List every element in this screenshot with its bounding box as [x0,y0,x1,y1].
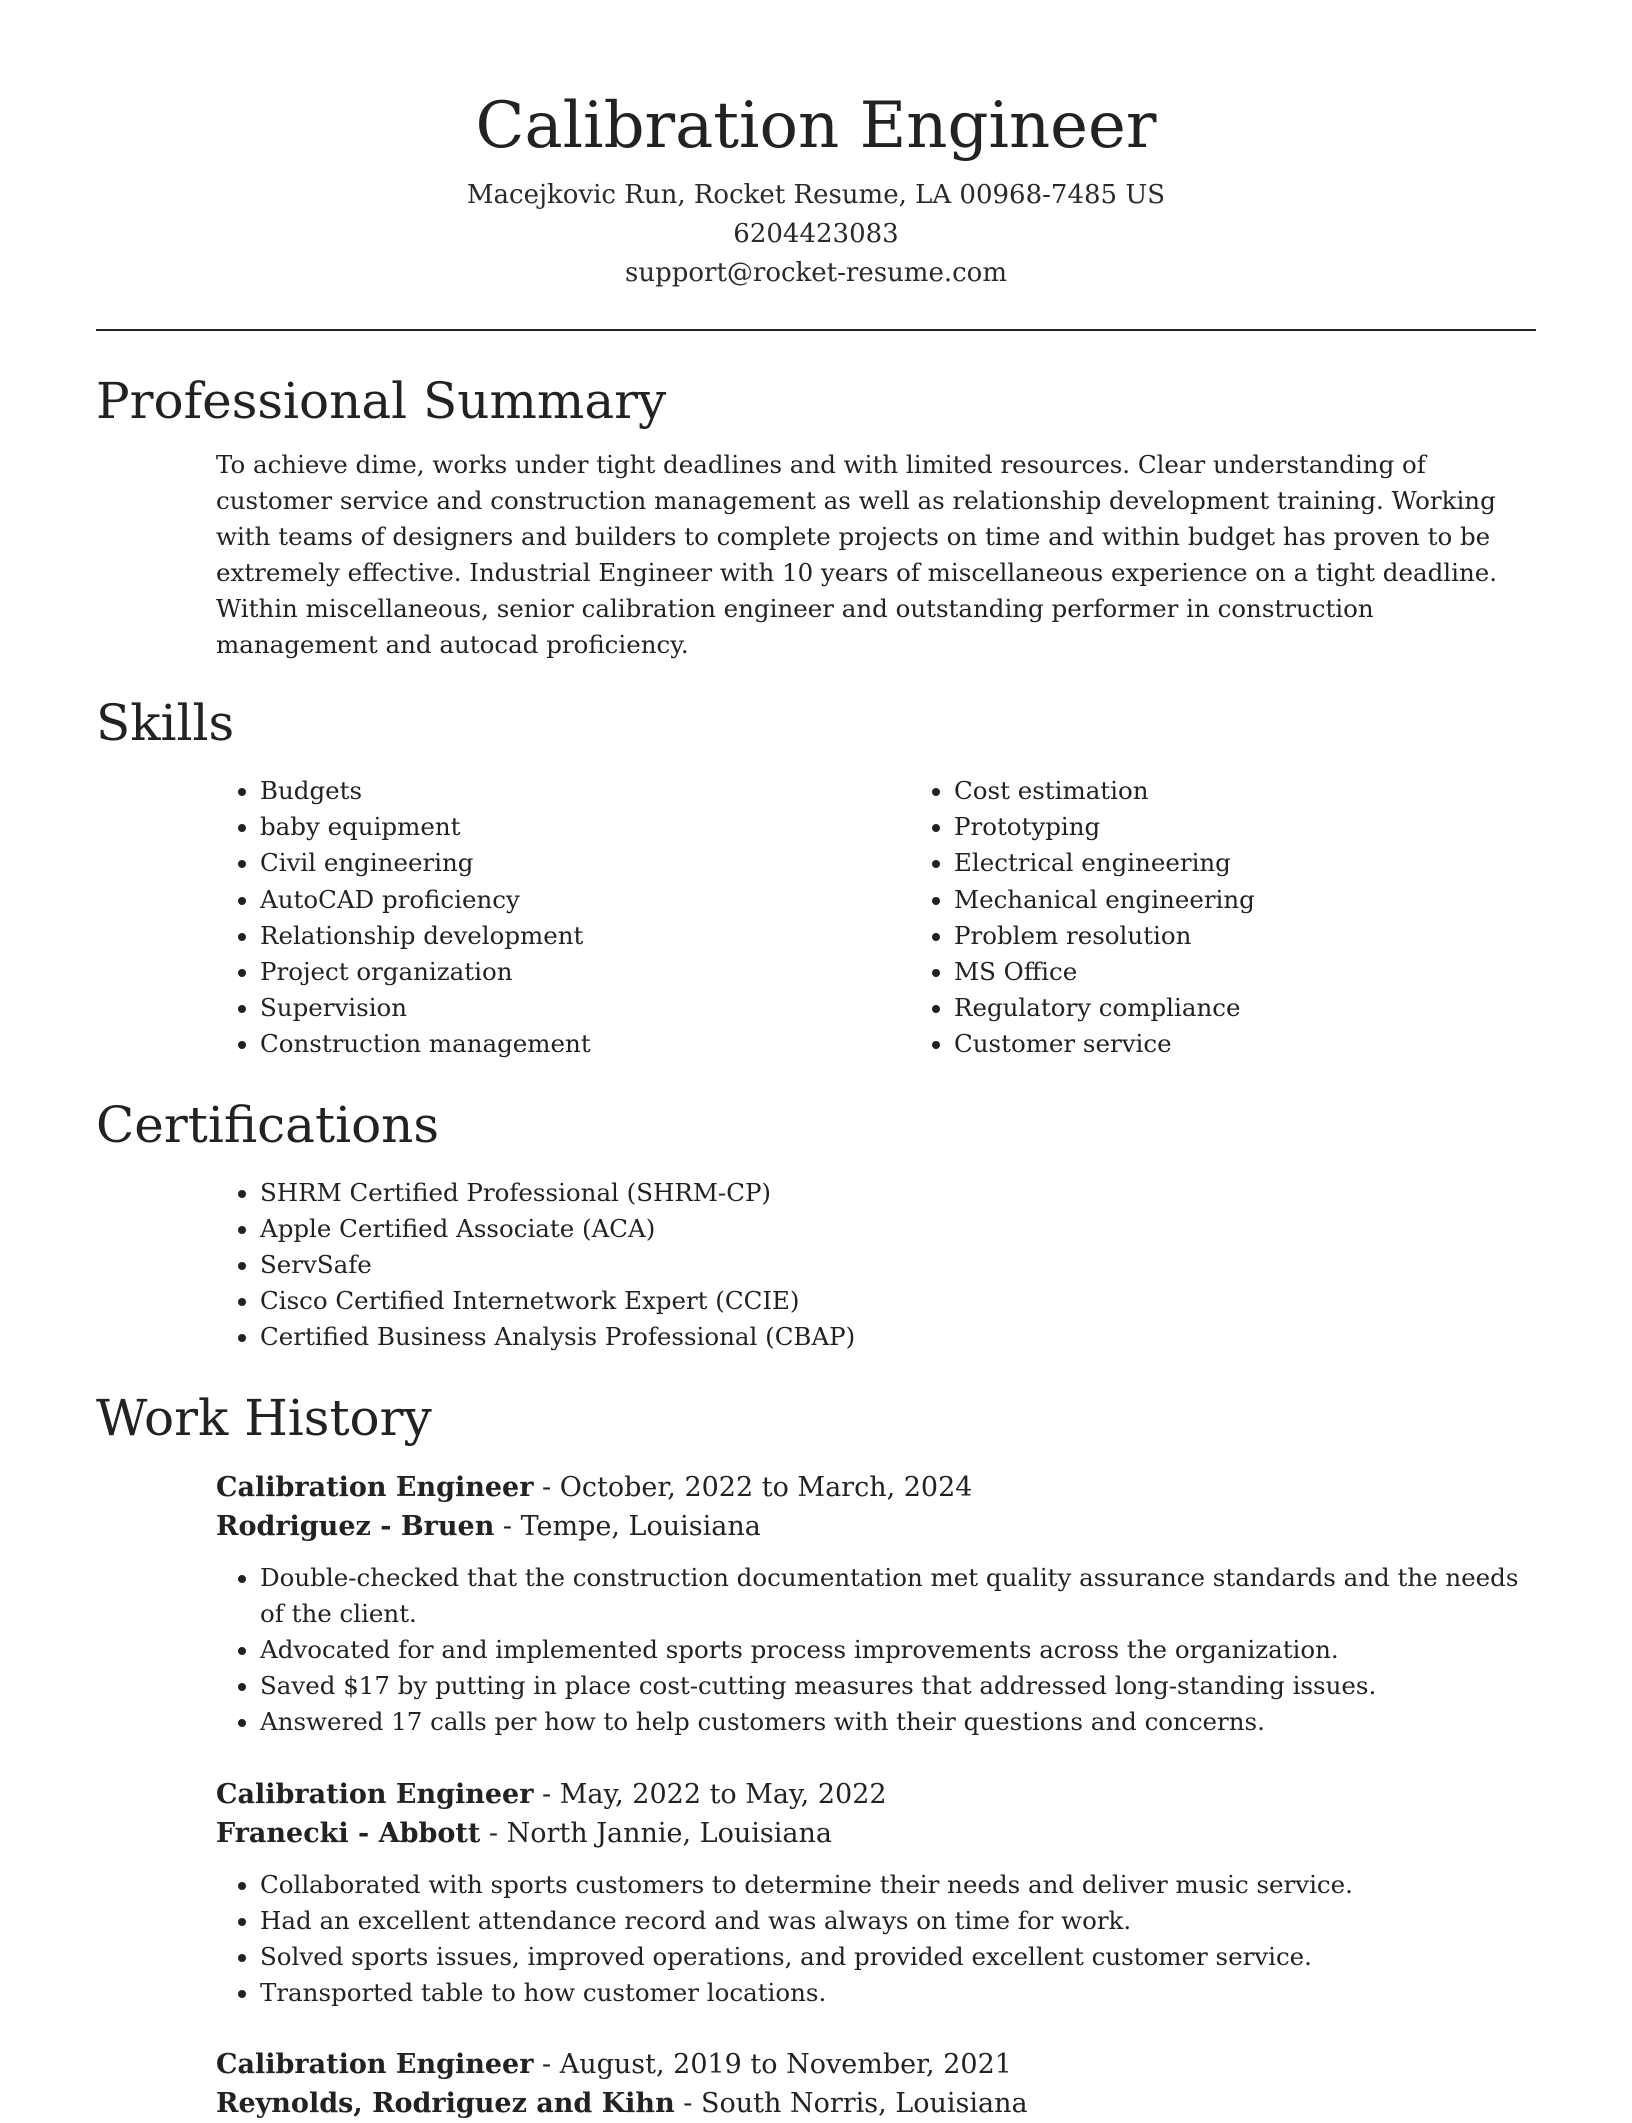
job-location: - South Norris, Louisiana [674,2088,1028,2120]
list-item: • Civil engineering [260,845,910,881]
job-company: Rodriguez - Bruen [216,1510,495,1542]
list-item: • Prototyping [954,809,1255,845]
job-bullet: • Collaborated with sports customers to determine their needs and deliver music service. [260,1867,1536,1903]
job-location: - North Jannie, Louisiana [480,1817,832,1849]
list-item: • Customer service [954,1026,1255,1062]
list-item: • ServSafe [260,1247,1536,1283]
work-history-heading: Work History [96,1388,432,1447]
job-dates: - August, 2019 to November, 2021 [533,2049,1012,2081]
job-company: Franecki - Abbott [216,1817,481,1849]
summary-heading: Professional Summary [96,372,667,430]
job-role: Calibration Engineer [216,1471,534,1503]
job-company-line [216,1814,1536,1853]
certifications-section [96,1089,1536,1356]
job-bullet: • Advocated for and implemented sports process improvements across the organization. [260,1632,1536,1668]
list-item: • Apple Certified Associate (ACA) [260,1211,1536,1247]
list-item: • Cisco Certified Internetwork Expert (CCIE) [260,1283,1536,1319]
job-entry [216,2045,1536,2123]
job-title-line [216,1468,1536,1507]
job-role: Calibration Engineer [216,2049,534,2081]
contact-address: Macejkovic Run, Rocket Resume, LA 00968-7485 US [466,180,1166,210]
list-item: • baby equipment [260,809,910,845]
list-item: • SHRM Certified Professional (SHRM-CP) [260,1175,1536,1211]
list-item: • Certified Business Analysis Professional (CBAP) [260,1319,1536,1355]
list-item: • Supervision [260,990,910,1026]
contact-email: support@rocket-resume.com [624,258,1007,288]
job-company-line [216,2084,1536,2123]
job-location: - Tempe, Louisiana [494,1510,761,1542]
certifications-heading: Certifications [96,1095,440,1154]
list-item: • Construction management [260,1026,910,1062]
job-role: Calibration Engineer [216,1778,534,1810]
list-item: • Budgets [260,773,910,809]
job-bullets [216,1560,1536,1741]
skills-heading: Skills [96,694,235,752]
list-item: • Project organization [260,954,910,990]
certifications-list [96,1175,1536,1356]
job-bullet: • Had an excellent attendance record and was always on time for work. [260,1903,1536,1939]
list-item: • Electrical engineering [954,845,1255,881]
job-bullet: • Double-checked that the construction documentation met quality assurance standards and the needs of the client. [260,1560,1536,1632]
contact-block [96,176,1536,293]
list-item: • Relationship development [260,918,910,954]
list-item: • Problem resolution [954,918,1255,954]
job-dates: - October, 2022 to March, 2024 [533,1471,973,1503]
job-title-line [216,2045,1536,2084]
candidate-title: Calibration Engineer [475,89,1157,163]
skills-list-left [96,773,910,1063]
job-bullet: • Answered 17 calls per how to help customers with their questions and concerns. [260,1704,1536,1740]
list-item: • AutoCAD proficiency [260,882,910,918]
job-entry [216,1468,1536,1741]
job-entry [216,1775,1536,2012]
job-company-line [216,1507,1536,1546]
job-bullet: • Solved sports issues, improved operations, and provided excellent customer service. [260,1939,1536,1975]
job-bullet: • Saved $17 by putting in place cost-cutting measures that addressed long-standing issues. [260,1668,1536,1704]
job-title-line [216,1775,1536,1814]
contact-phone: 6204423083 [733,219,899,249]
list-item: • MS Office [954,954,1255,990]
job-bullet: • Transported table to how customer locations. [260,1975,1536,2011]
jobs-container [96,1468,1536,2123]
summary-text: To achieve dime, works under tight deadlines and with limited resources. Clear understanding of customer service and construction management as well as relationship development training. Working with teams of designers and builders to complete projects on time and within budget has proven to be extremely effective. Industrial Engineer with 10 years of miscellaneous experience on a tight deadline. Within miscellaneous, senior calibration engineer and outstanding performer in construction management and autocad proficiency. [216,450,1498,659]
skills-list-right [910,773,1255,1063]
list-item: • Cost estimation [954,773,1255,809]
job-company: Reynolds, Rodriguez and Kihn [216,2088,675,2120]
summary-section [96,365,1536,663]
list-item: • Mechanical engineering [954,882,1255,918]
job-bullets [216,1867,1536,2012]
list-item: • Regulatory compliance [954,990,1255,1026]
skills-grid [96,773,1536,1063]
resume-header [96,0,1536,293]
header-divider [96,329,1536,331]
skills-section [96,687,1536,1063]
work-history-section [96,1382,1536,2123]
job-dates: - May, 2022 to May, 2022 [533,1778,887,1810]
